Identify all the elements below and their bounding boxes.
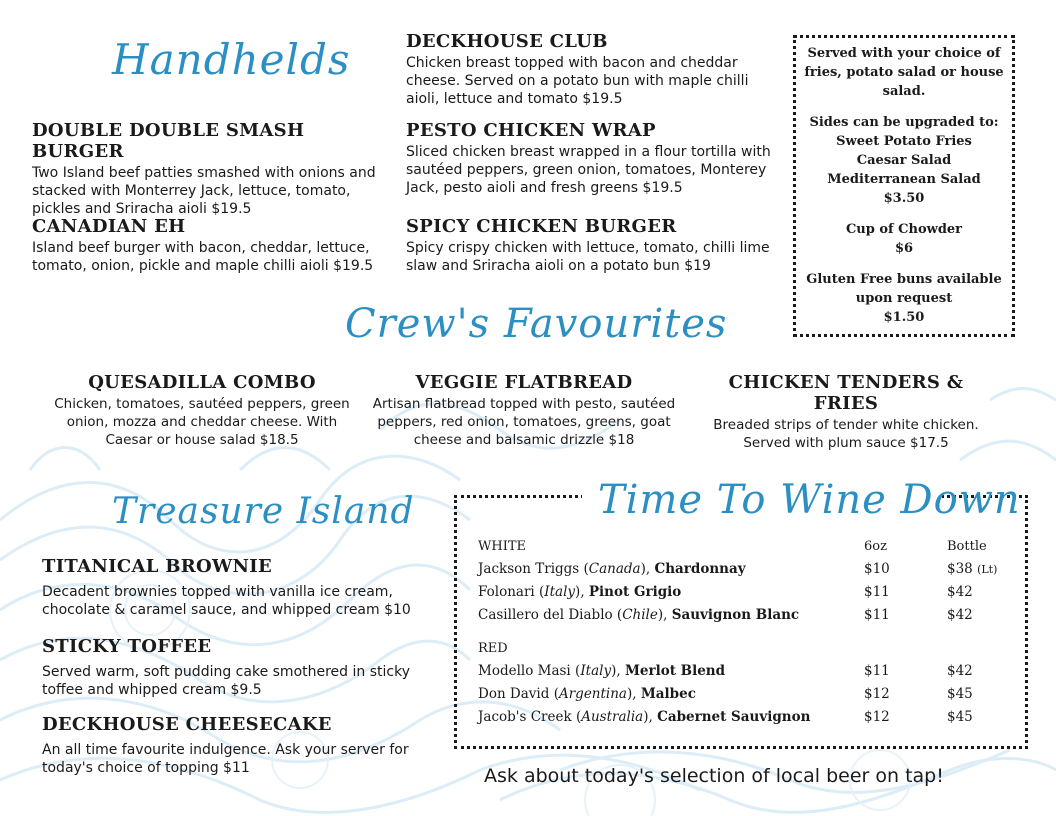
wine-glass-price: $11 [864, 584, 890, 600]
item-description: Two Island beef patties smashed with onions and stacked with Monterrey Jack, lettuce, tomato, pickles and Sriracha aioli $19.5 [32, 165, 376, 217]
item-description: Decadent brownies topped with vanilla ice cream, chocolate & caramel sauce, and whipped cream $10 [42, 584, 411, 618]
served-with-text: Served with your choice of fries, potato salad or house salad. [804, 46, 1004, 99]
wine-producer: Jackson Triggs [478, 561, 580, 577]
bottle-column-header: Bottle [947, 539, 987, 554]
item-description: An all time favourite indulgence. Ask your server for today's choice of topping $11 [42, 742, 409, 776]
item-title: CHICKEN TENDERS & FRIES [728, 372, 964, 414]
wine-glass-price: $11 [864, 607, 890, 623]
wine-varietal: Merlot Blend [624, 663, 726, 679]
upgrade-option: Sweet Potato Fries [836, 134, 972, 149]
wine-list [478, 535, 1018, 729]
item-description: Island beef burger with bacon, cheddar, lettuce, tomato, onion, pickle and maple chilli aioli $19.5 [32, 240, 374, 274]
item-title: TITANICAL BROWNIE [42, 556, 273, 577]
item-title: DOUBLE DOUBLE SMASH BURGER [32, 120, 305, 162]
wine-origin: Chile [622, 607, 658, 623]
wine-bottle-price: $42 [947, 663, 973, 679]
item-description: Sliced chicken breast wrapped in a flour tortilla with sautéed peppers, green onion, tomatoes, Monterey Jack, pesto aioli and fresh greens $19.5 [406, 144, 771, 196]
wine-varietal: Chardonnay [654, 561, 746, 577]
wine-varietal: Pinot Grigio [588, 584, 682, 600]
wine-origin: Argentina [558, 686, 627, 702]
menu-item [406, 120, 776, 197]
wine-row: Jackson Triggs (Canada), Chardonnay $10 $38 (Lt) [478, 558, 1018, 581]
menu-item [406, 31, 786, 108]
glass-column-header: 6oz [864, 539, 887, 554]
upgrade-option: Mediterranean Salad [827, 172, 981, 187]
wine-heading: Time To Wine Down [598, 477, 1021, 523]
wine-glass-price: $12 [864, 709, 890, 725]
item-title: QUESADILLA COMBO [88, 372, 316, 393]
beer-note: Ask about today's selection of local beer on tap! [484, 765, 944, 787]
wine-bottle-price: $45 [947, 686, 973, 702]
item-description: Served warm, soft pudding cake smothered in sticky toffee and whipped cream $9.5 [42, 664, 410, 698]
wine-glass-price: $11 [864, 663, 890, 679]
wine-producer: Jacob's Creek [478, 709, 572, 725]
menu-item [46, 372, 358, 449]
wine-origin: Canada [588, 561, 641, 577]
menu-item [32, 216, 387, 275]
wine-bottle-price: $38 [947, 561, 973, 577]
item-title: DECKHOUSE CLUB [406, 31, 608, 52]
upgrade-heading: Sides can be upgraded to: [809, 115, 999, 130]
menu-item [364, 372, 684, 449]
white-label: WHITE [478, 539, 526, 554]
red-header-row [478, 637, 1018, 660]
menu-item [406, 216, 776, 275]
crews-favourites-heading: Crew's Favourites [345, 301, 728, 347]
wine-bottle-price: $45 [947, 709, 973, 725]
wine-row: Don David (Argentina), Malbec $12 $45 [478, 683, 1018, 706]
wine-producer: Folonari [478, 584, 535, 600]
menu-item [42, 714, 422, 777]
red-label: RED [478, 641, 508, 656]
wine-producer: Modello Masi [478, 663, 571, 679]
item-title: PESTO CHICKEN WRAP [406, 120, 656, 141]
item-description: Chicken, tomatoes, sautéed peppers, green onion, mozza and cheddar cheese. With Caesar or house salad $18.5 [54, 396, 350, 448]
wine-row: Casillero del Diablo (Chile), Sauvignon Blanc $11 $42 [478, 604, 1018, 627]
upgrade-option: Caesar Salad [856, 153, 952, 168]
gluten-free-label: Gluten Free buns available upon request [806, 272, 1002, 306]
item-title: DECKHOUSE CHEESECAKE [42, 714, 332, 735]
wine-varietal: Sauvignon Blanc [671, 607, 800, 623]
sides-box [793, 35, 1015, 337]
wine-header-row [478, 535, 1018, 558]
gluten-free-price: $1.50 [883, 310, 925, 325]
wine-row: Jacob's Creek (Australia), Cabernet Sauvignon $12 $45 [478, 706, 1018, 729]
chowder-price: $6 [894, 241, 914, 256]
wine-producer: Casillero del Diablo [478, 607, 613, 623]
item-title: SPICY CHICKEN BURGER [406, 216, 677, 237]
item-description: Spicy crispy chicken with lettuce, tomato, chilli lime slaw and Sriracha aioli on a potato bun $19 [406, 240, 770, 274]
menu-item [694, 372, 998, 452]
wine-glass-price: $10 [864, 561, 890, 577]
item-title: STICKY TOFFEE [42, 636, 212, 657]
wine-row: Modello Masi (Italy), Merlot Blend $11 $42 [478, 660, 1018, 683]
wine-origin: Australia [581, 709, 644, 725]
item-description: Breaded strips of tender white chicken. Served with plum sauce $17.5 [713, 417, 979, 451]
wine-bottle-price: $42 [947, 607, 973, 623]
menu-item [42, 636, 422, 699]
menu-item [42, 556, 422, 619]
wine-varietal: Malbec [640, 686, 696, 702]
handhelds-heading: Handhelds [112, 35, 351, 84]
treasure-island-heading: Treasure Island [112, 491, 415, 532]
wine-bottle-note: (Lt) [977, 563, 998, 576]
wine-origin: Italy [544, 584, 576, 600]
chowder-label: Cup of Chowder [845, 222, 963, 237]
upgrade-price: $3.50 [883, 191, 925, 206]
wine-glass-price: $12 [864, 686, 890, 702]
item-title: VEGGIE FLATBREAD [415, 372, 633, 393]
item-description: Chicken breast topped with bacon and cheddar cheese. Served on a potato bun with maple chilli aioli, lettuce and tomato $19.5 [406, 55, 749, 107]
item-description: Artisan flatbread topped with pesto, sautéed peppers, red onion, tomatoes, greens, goat cheese and balsamic drizzle $18 [372, 396, 676, 448]
item-title: CANADIAN EH [32, 216, 186, 237]
wine-row: Folonari (Italy), Pinot Grigio $11 $42 [478, 581, 1018, 604]
wine-bottle-price: $42 [947, 584, 973, 600]
wine-producer: Don David [478, 686, 550, 702]
wine-varietal: Cabernet Sauvignon [657, 709, 811, 725]
wine-origin: Italy [580, 663, 612, 679]
menu-item [32, 120, 382, 218]
